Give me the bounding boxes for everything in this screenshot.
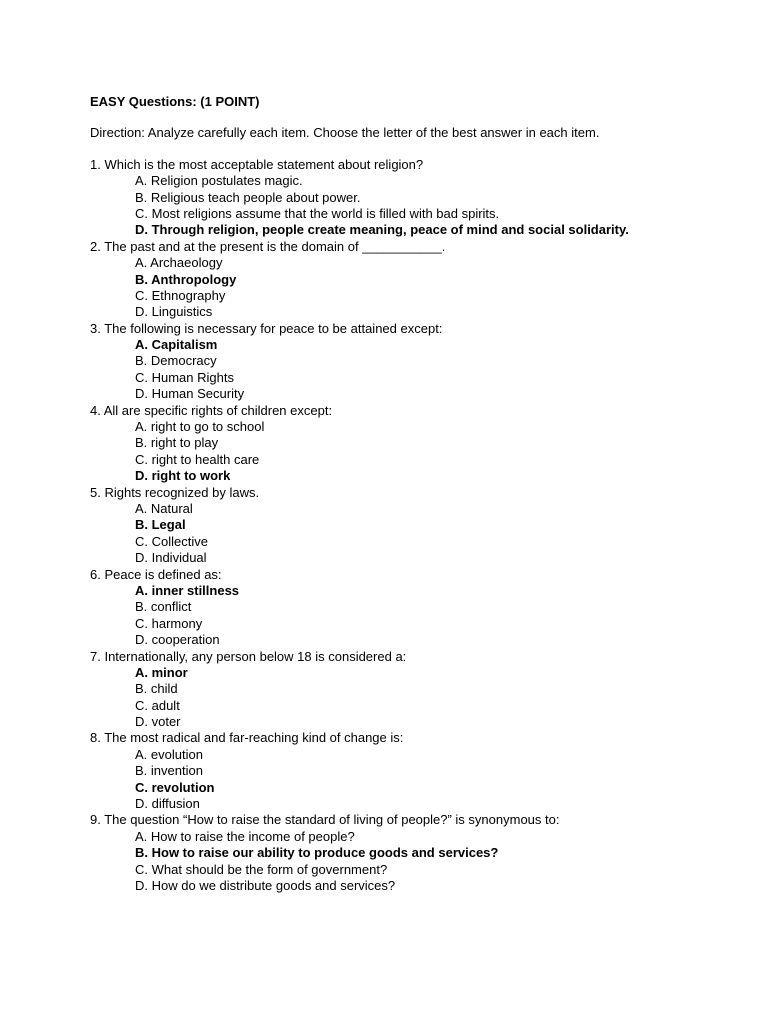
question-item: [90, 239, 750, 321]
answer-option: A. evolution: [135, 746, 203, 762]
question-text: 3. The following is necessary for peace to be attained except:: [90, 320, 443, 336]
question-item: [90, 157, 750, 239]
answer-option: B. child: [135, 681, 178, 697]
question-list: [90, 157, 750, 895]
answer-option-correct: A. minor: [135, 664, 188, 680]
answer-option: C. Most religions assume that the world is filled with bad spirits.: [135, 205, 500, 221]
question-item: [90, 485, 750, 567]
answer-option: D. Linguistics: [135, 304, 213, 320]
question-item: [90, 321, 750, 403]
question-text: 7. Internationally, any person below 18 is considered a:: [90, 648, 407, 664]
answer-option: B. invention: [135, 763, 203, 779]
document-page: [90, 94, 750, 894]
answer-option-correct: A. Capitalism: [135, 337, 218, 353]
answer-option: C. Human Rights: [135, 369, 234, 385]
answer-option-correct: B. Legal: [135, 517, 186, 533]
answer-option-correct: B. Anthropology: [135, 271, 237, 287]
answer-option: D. How do we distribute goods and services?: [135, 877, 396, 893]
question-text: 2. The past and at the present is the domain of ___________.: [90, 238, 446, 254]
answer-option-correct: A. inner stillness: [135, 582, 240, 598]
answer-option: C. adult: [135, 697, 180, 713]
question-item: [90, 649, 750, 731]
answer-option: D. diffusion: [135, 796, 200, 812]
answer-option: C. right to health care: [135, 451, 260, 467]
answer-option-correct: D. Through religion, people create meaning, peace of mind and social solidarity.: [135, 222, 629, 238]
direction-text: Direction: Analyze carefully each item. Choose the letter of the best answer in each item.: [90, 124, 600, 140]
answer-option: A. Natural: [135, 500, 193, 516]
answer-option-correct: B. How to raise our ability to produce goods and services?: [135, 845, 499, 861]
question-text: 4. All are specific rights of children except:: [90, 402, 333, 418]
question-text: 9. The question “How to raise the standard of living of people?” is synonymous to:: [90, 812, 560, 828]
question-item: [90, 403, 750, 485]
answer-option: D. cooperation: [135, 632, 220, 648]
answer-option: C. harmony: [135, 615, 203, 631]
answer-option: C. Ethnography: [135, 287, 226, 303]
question-item: [90, 812, 750, 894]
question-item: [90, 567, 750, 649]
answer-option: A. How to raise the income of people?: [135, 828, 355, 844]
answer-option: A. right to go to school: [135, 419, 265, 435]
answer-option: A. Archaeology: [135, 255, 223, 271]
section-heading: EASY Questions: (1 POINT): [90, 94, 260, 109]
answer-option: C. What should be the form of government?: [135, 861, 388, 877]
answer-option-correct: D. right to work: [135, 468, 231, 484]
answer-option-correct: C. revolution: [135, 779, 215, 795]
answer-option: D. voter: [135, 714, 181, 730]
answer-option: D. Individual: [135, 550, 207, 566]
answer-option: C. Collective: [135, 533, 208, 549]
question-text: 8. The most radical and far-reaching kind of change is:: [90, 730, 404, 746]
question-text: 6. Peace is defined as:: [90, 566, 222, 582]
question-item: [90, 730, 750, 812]
answer-option: B. Religious teach people about power.: [135, 189, 361, 205]
answer-option: B. right to play: [135, 435, 219, 451]
answer-option: D. Human Security: [135, 386, 245, 402]
question-text: 1. Which is the most acceptable statement about religion?: [90, 156, 424, 172]
answer-option: A. Religion postulates magic.: [135, 173, 303, 189]
question-text: 5. Rights recognized by laws.: [90, 484, 260, 500]
answer-option: B. conflict: [135, 599, 192, 615]
answer-option: B. Democracy: [135, 353, 217, 369]
